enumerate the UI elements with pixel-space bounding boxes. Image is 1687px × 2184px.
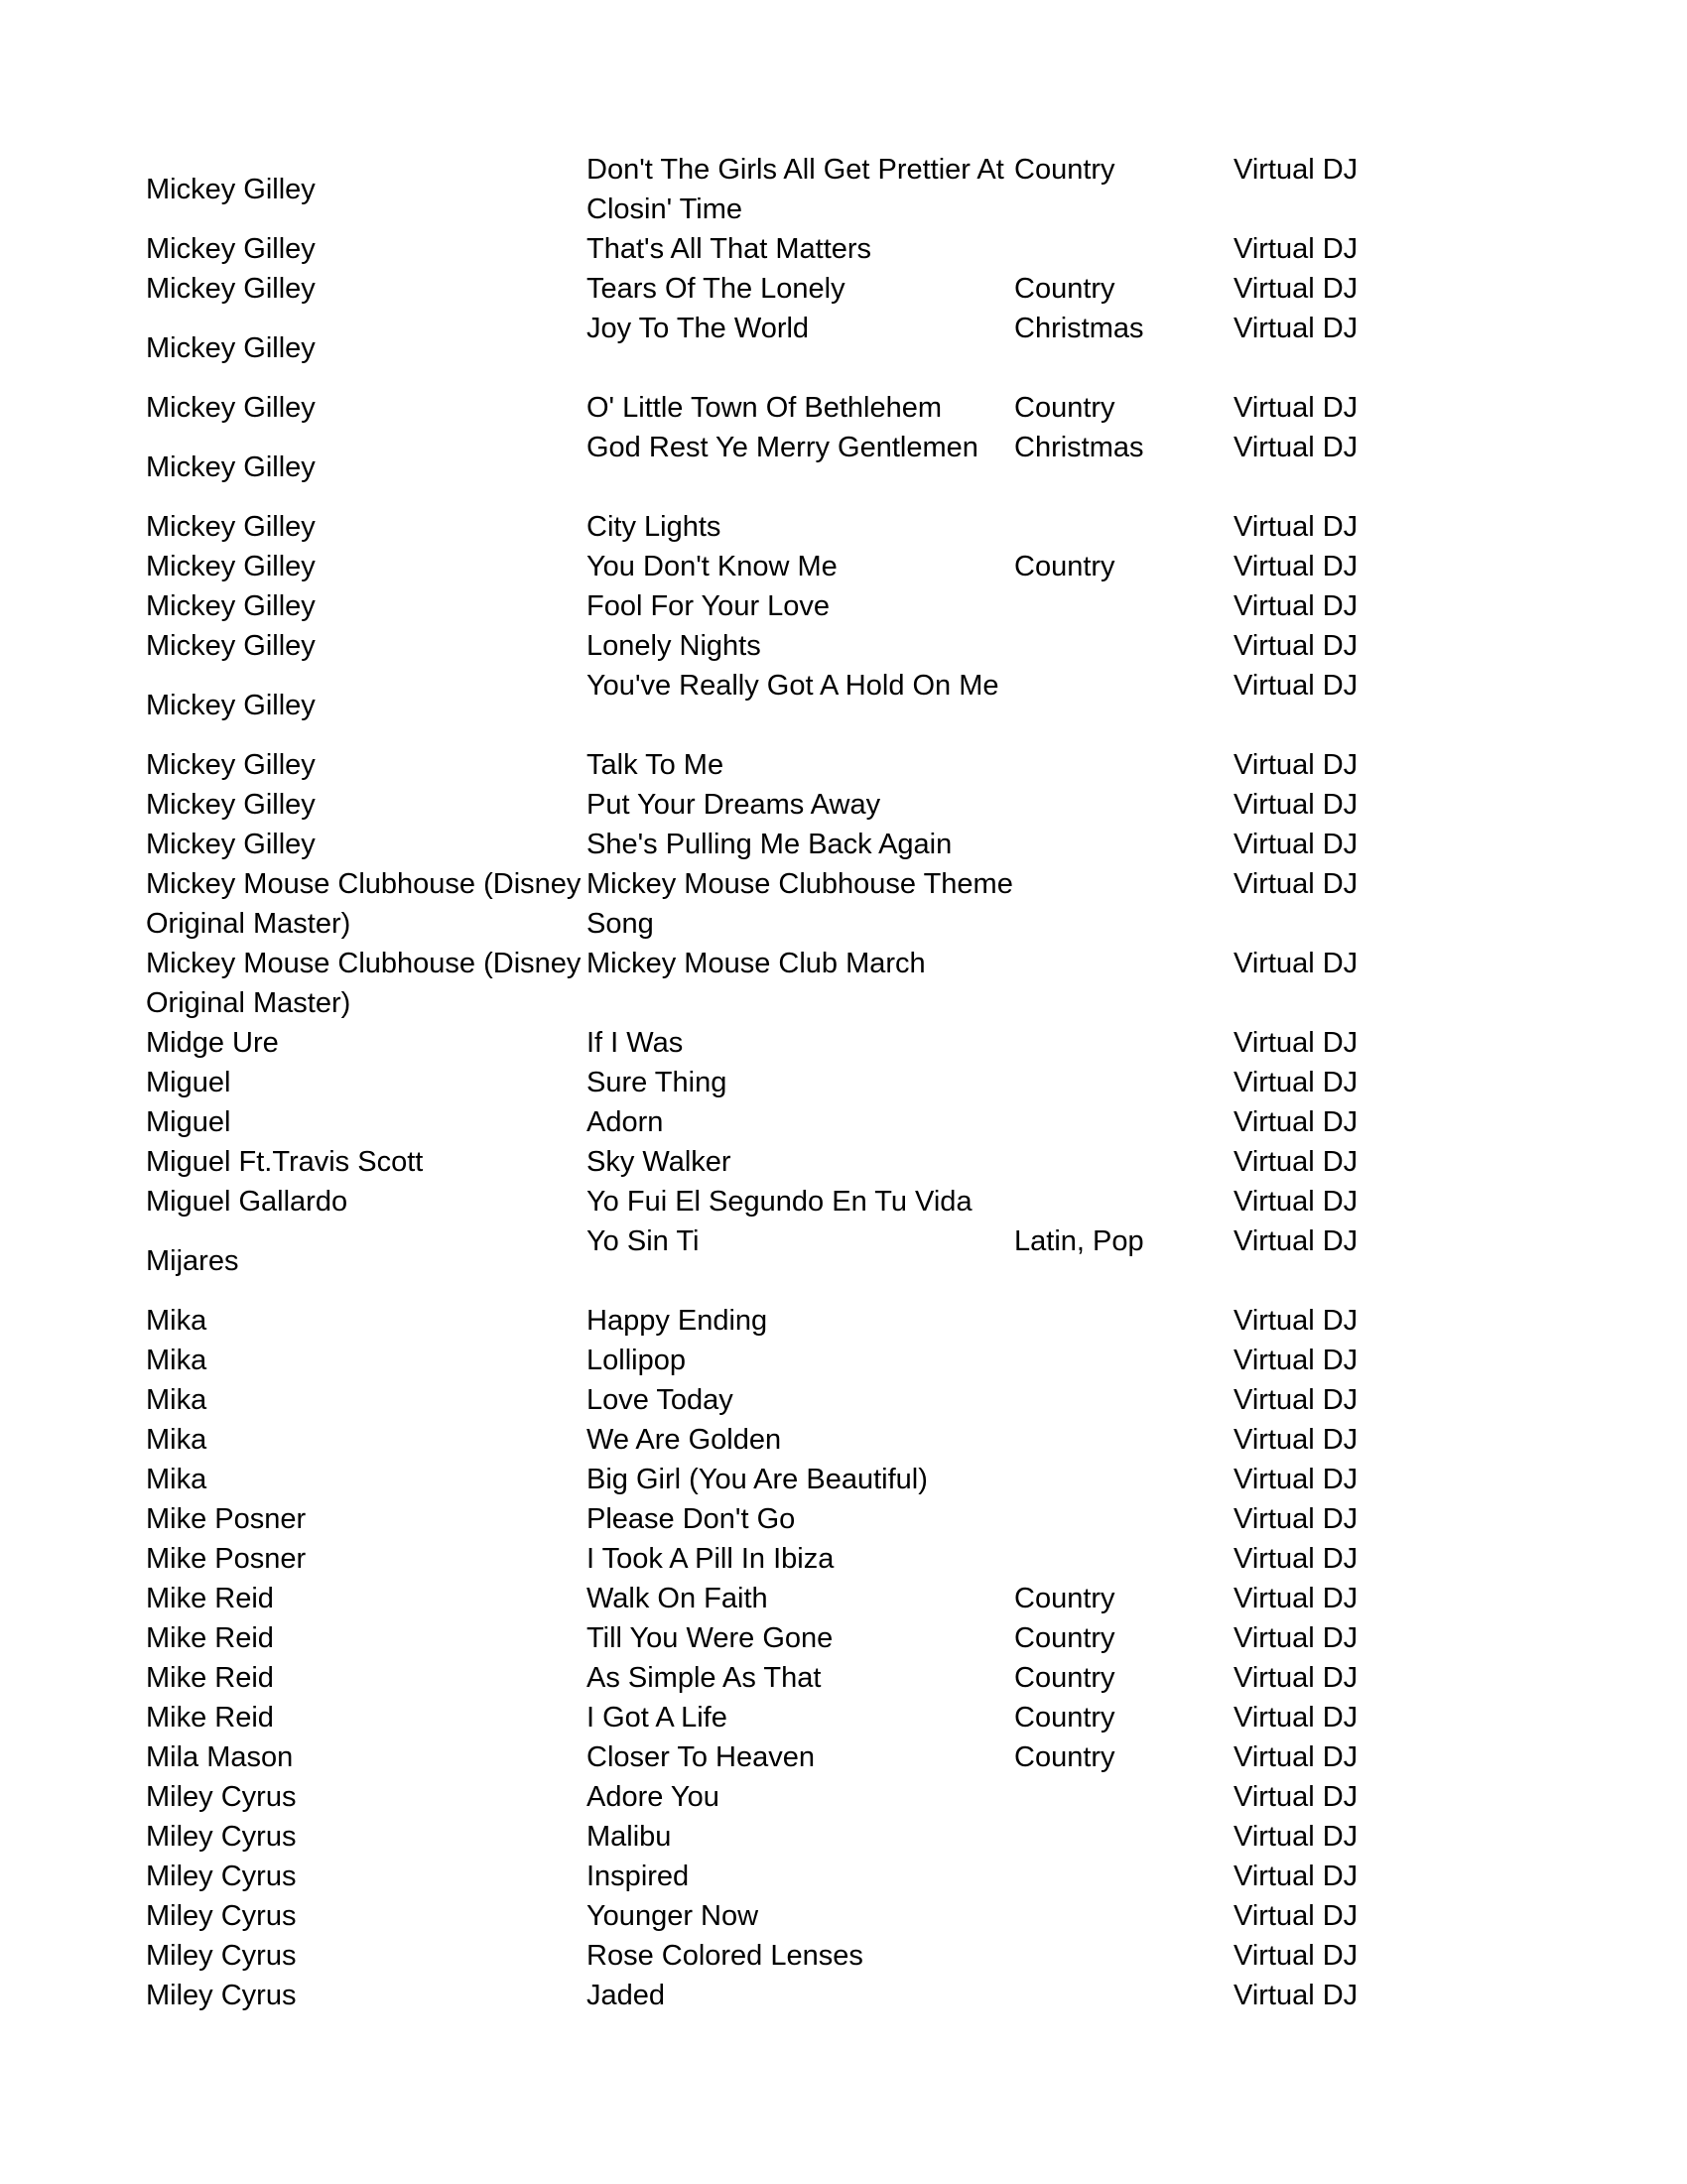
genre-cell: Country — [1014, 1662, 1115, 1694]
genre-cell: Christmas — [1014, 432, 1144, 463]
source-cell: Virtual DJ — [1233, 1186, 1359, 1218]
source-cell: Virtual DJ — [1233, 1225, 1359, 1257]
genre-cell: Country — [1014, 1622, 1115, 1654]
source-cell: Virtual DJ — [1233, 1900, 1359, 1932]
source-cell: Virtual DJ — [1233, 948, 1359, 979]
song-title-cell: Closin' Time — [586, 193, 743, 225]
artist-cell: Miley Cyrus — [146, 1980, 297, 2011]
genre-cell: Country — [1014, 1702, 1115, 1734]
artist-cell: Mika — [146, 1345, 207, 1376]
song-title-cell: Joy To The World — [586, 313, 810, 344]
artist-cell: Mickey Gilley — [146, 590, 316, 622]
source-cell: Virtual DJ — [1233, 829, 1359, 860]
source-cell: Virtual DJ — [1233, 630, 1359, 662]
artist-cell: Miley Cyrus — [146, 1821, 297, 1853]
source-cell: Virtual DJ — [1233, 1662, 1359, 1694]
song-title-cell: Lonely Nights — [586, 630, 761, 662]
song-title-cell: Closer To Heaven — [586, 1741, 815, 1773]
source-cell: Virtual DJ — [1233, 154, 1359, 186]
artist-cell: Miley Cyrus — [146, 1900, 297, 1932]
song-title-cell: Jaded — [586, 1980, 666, 2011]
song-title-cell: City Lights — [586, 511, 721, 543]
artist-cell: Original Master) — [146, 908, 351, 940]
source-cell: Virtual DJ — [1233, 392, 1359, 424]
artist-cell: Mike Posner — [146, 1543, 307, 1575]
song-title-cell: Walk On Faith — [586, 1583, 768, 1614]
artist-cell: Mickey Mouse Clubhouse (Disney — [146, 868, 582, 900]
song-title-cell: Younger Now — [586, 1900, 759, 1932]
song-title-cell: Mickey Mouse Club March — [586, 948, 926, 979]
artist-cell: Mijares — [146, 1245, 239, 1277]
song-title-cell: Sky Walker — [586, 1146, 731, 1178]
song-title-cell: God Rest Ye Merry Gentlemen — [586, 432, 978, 463]
source-cell: Virtual DJ — [1233, 1503, 1359, 1535]
genre-cell: Country — [1014, 1741, 1115, 1773]
source-cell: Virtual DJ — [1233, 432, 1359, 463]
song-title-cell: Adore You — [586, 1781, 719, 1813]
song-title-cell: As Simple As That — [586, 1662, 822, 1694]
source-cell: Virtual DJ — [1233, 1940, 1359, 1972]
genre-cell: Country — [1014, 392, 1115, 424]
artist-cell: Miley Cyrus — [146, 1781, 297, 1813]
artist-cell: Midge Ure — [146, 1027, 279, 1059]
song-title-cell: That's All That Matters — [586, 233, 872, 265]
song-title-cell: Lollipop — [586, 1345, 686, 1376]
artist-cell: Mike Reid — [146, 1702, 274, 1734]
artist-cell: Mickey Gilley — [146, 174, 316, 205]
source-cell: Virtual DJ — [1233, 1980, 1359, 2011]
song-title-cell: Sure Thing — [586, 1067, 727, 1098]
source-cell: Virtual DJ — [1233, 273, 1359, 305]
source-cell: Virtual DJ — [1233, 1384, 1359, 1416]
song-title-cell: I Took A Pill In Ibiza — [586, 1543, 835, 1575]
song-title-cell: Please Don't Go — [586, 1503, 796, 1535]
song-title-cell: Yo Sin Ti — [586, 1225, 700, 1257]
source-cell: Virtual DJ — [1233, 1583, 1359, 1614]
artist-cell: Mickey Gilley — [146, 332, 316, 364]
song-title-cell: I Got A Life — [586, 1702, 727, 1734]
song-title-cell: Don't The Girls All Get Prettier At — [586, 154, 1004, 186]
artist-cell: Miley Cyrus — [146, 1861, 297, 1892]
song-title-cell: You Don't Know Me — [586, 551, 838, 582]
song-title-cell: Till You Were Gone — [586, 1622, 834, 1654]
source-cell: Virtual DJ — [1233, 1702, 1359, 1734]
artist-cell: Mickey Gilley — [146, 392, 316, 424]
source-cell: Virtual DJ — [1233, 1305, 1359, 1337]
source-cell: Virtual DJ — [1233, 1622, 1359, 1654]
artist-cell: Mika — [146, 1464, 207, 1495]
artist-cell: Original Master) — [146, 987, 351, 1019]
artist-cell: Mike Reid — [146, 1662, 274, 1694]
song-title-cell: Big Girl (You Are Beautiful) — [586, 1464, 928, 1495]
artist-cell: Mickey Gilley — [146, 829, 316, 860]
source-cell: Virtual DJ — [1233, 511, 1359, 543]
source-cell: Virtual DJ — [1233, 1106, 1359, 1138]
artist-cell: Mike Posner — [146, 1503, 307, 1535]
artist-cell: Mickey Gilley — [146, 749, 316, 781]
source-cell: Virtual DJ — [1233, 1821, 1359, 1853]
artist-cell: Mickey Gilley — [146, 630, 316, 662]
source-cell: Virtual DJ — [1233, 590, 1359, 622]
source-cell: Virtual DJ — [1233, 551, 1359, 582]
song-title-cell: Yo Fui El Segundo En Tu Vida — [586, 1186, 973, 1218]
source-cell: Virtual DJ — [1233, 1543, 1359, 1575]
song-title-cell: Malibu — [586, 1821, 672, 1853]
artist-cell: Mickey Gilley — [146, 451, 316, 483]
source-cell: Virtual DJ — [1233, 233, 1359, 265]
artist-cell: Miguel Ft.Travis Scott — [146, 1146, 424, 1178]
song-title-cell: You've Really Got A Hold On Me — [586, 670, 999, 702]
artist-cell: Mika — [146, 1424, 207, 1456]
genre-cell: Country — [1014, 1583, 1115, 1614]
artist-cell: Mickey Gilley — [146, 789, 316, 821]
artist-cell: Mika — [146, 1384, 207, 1416]
song-title-cell: Mickey Mouse Clubhouse Theme — [586, 868, 1013, 900]
song-title-cell: Talk To Me — [586, 749, 724, 781]
artist-cell: Mike Reid — [146, 1583, 274, 1614]
source-cell: Virtual DJ — [1233, 1464, 1359, 1495]
artist-cell: Miley Cyrus — [146, 1940, 297, 1972]
artist-cell: Mika — [146, 1305, 207, 1337]
song-title-cell: Adorn — [586, 1106, 664, 1138]
song-title-cell: We Are Golden — [586, 1424, 782, 1456]
artist-cell: Mickey Gilley — [146, 233, 316, 265]
genre-cell: Country — [1014, 273, 1115, 305]
source-cell: Virtual DJ — [1233, 670, 1359, 702]
artist-cell: Miguel — [146, 1106, 231, 1138]
genre-cell: Latin, Pop — [1014, 1225, 1144, 1257]
artist-cell: Miguel Gallardo — [146, 1186, 348, 1218]
source-cell: Virtual DJ — [1233, 1345, 1359, 1376]
source-cell: Virtual DJ — [1233, 1781, 1359, 1813]
genre-cell: Country — [1014, 154, 1115, 186]
source-cell: Virtual DJ — [1233, 789, 1359, 821]
artist-cell: Mickey Gilley — [146, 273, 316, 305]
source-cell: Virtual DJ — [1233, 1424, 1359, 1456]
source-cell: Virtual DJ — [1233, 1741, 1359, 1773]
song-title-cell: Rose Colored Lenses — [586, 1940, 863, 1972]
artist-cell: Mike Reid — [146, 1622, 274, 1654]
source-cell: Virtual DJ — [1233, 1067, 1359, 1098]
song-title-cell: Love Today — [586, 1384, 733, 1416]
source-cell: Virtual DJ — [1233, 313, 1359, 344]
song-title-cell: If I Was — [586, 1027, 684, 1059]
song-title-cell: She's Pulling Me Back Again — [586, 829, 953, 860]
artist-cell: Mickey Gilley — [146, 690, 316, 721]
song-title-cell: Fool For Your Love — [586, 590, 831, 622]
source-cell: Virtual DJ — [1233, 868, 1359, 900]
song-title-cell: Happy Ending — [586, 1305, 768, 1337]
song-title-cell: Tears Of The Lonely — [586, 273, 845, 305]
artist-cell: Mickey Mouse Clubhouse (Disney — [146, 948, 582, 979]
song-title-cell: O' Little Town Of Bethlehem — [586, 392, 943, 424]
source-cell: Virtual DJ — [1233, 1861, 1359, 1892]
artist-cell: Mickey Gilley — [146, 551, 316, 582]
source-cell: Virtual DJ — [1233, 1146, 1359, 1178]
song-title-cell: Put Your Dreams Away — [586, 789, 881, 821]
artist-cell: Mickey Gilley — [146, 511, 316, 543]
source-cell: Virtual DJ — [1233, 1027, 1359, 1059]
artist-cell: Mila Mason — [146, 1741, 294, 1773]
artist-cell: Miguel — [146, 1067, 231, 1098]
song-title-cell: Inspired — [586, 1861, 690, 1892]
genre-cell: Christmas — [1014, 313, 1144, 344]
song-title-cell: Song — [586, 908, 654, 940]
genre-cell: Country — [1014, 551, 1115, 582]
source-cell: Virtual DJ — [1233, 749, 1359, 781]
